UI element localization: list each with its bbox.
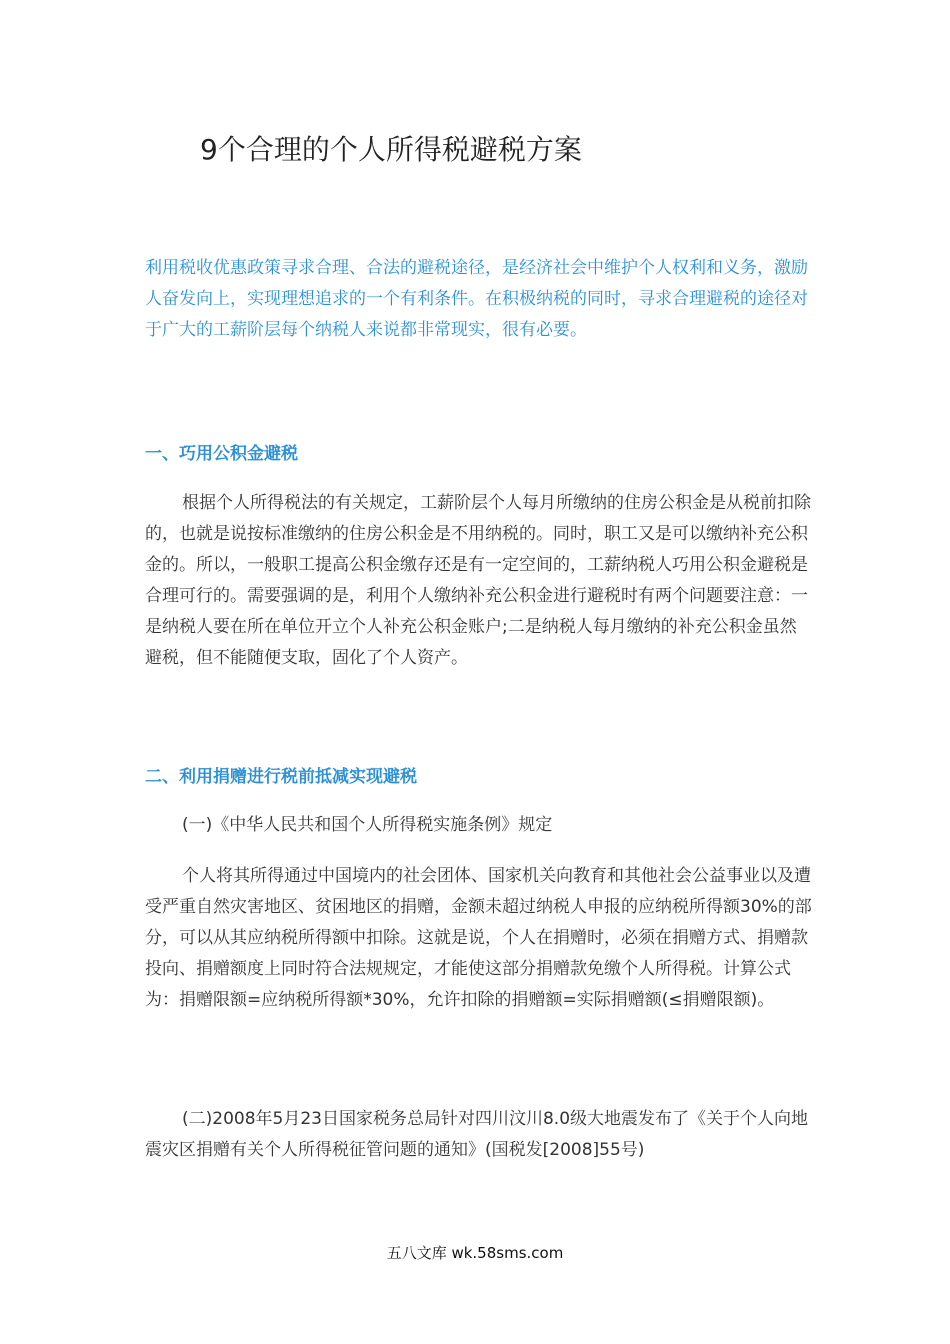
section-2-body-1: 个人将其所得通过中国境内的社会团体、国家机关向教育和其他社会公益事业以及遭受严重自然灾害地区、贫困地区的捐赠，金额未超过纳税人申报的应纳税所得额30%的部分，可以从其应纳税所得额中扣除。这就是说，个人在捐赠时，必须在捐赠方式、捐赠款投向、捐赠额度上同时符合法规规定，才能使这部分捐赠款免缴个人所得税。计算公式为：捐赠限额=应纳税所得额*30%，允许扣除的捐赠额=实际捐赠额(≤捐赠限额)。 <box>145 866 812 1010</box>
section-1-heading: 一、巧用公积金避税 <box>145 444 298 464</box>
intro-paragraph: 利用税收优惠政策寻求合理、合法的避税途径，是经济社会中维护个人权利和义务，激励人奋发向上，实现理想追求的一个有利条件。在积极纳税的同时，寻求合理避税的途径对于广大的工薪阶层每个纳税人来说都非常现实，很有必要。 <box>145 258 808 340</box>
section-2-heading: 二、利用捐赠进行税前抵减实现避税 <box>145 767 417 787</box>
section-2-body-2: (二)2008年5月23日国家税务总局针对四川汶川8.0级大地震发布了《关于个人向地震灾区捐赠有关个人所得税征管问题的通知》(国税发[2008]55号) <box>145 1109 809 1160</box>
footer-watermark: 五八文库 wk.58sms.com <box>386 1244 564 1262</box>
section-1-body: 根据个人所得税法的有关规定，工薪阶层个人每月所缴纳的住房公积金是从税前扣除的，也就是说按标准缴纳的住房公积金是不用纳税的。同时，职工又是可以缴纳补充公积金的。所以，一般职工提高公积金缴存还是有一定空间的，工薪纳税人巧用公积金避税是合理可行的。需要强调的是，利用个人缴纳补充公积金进行避税时有两个问题要注意：一是纳税人要在所在单位开立个人补充公积金账户;二是纳税人每月缴纳的补充公积金虽然避税，但不能随便支取，固化了个人资产。 <box>145 493 811 668</box>
section-2-subheading: (一)《中华人民共和国个人所得税实施条例》规定 <box>182 815 553 835</box>
document-title: 9个合理的个人所得税避税方案 <box>200 133 582 166</box>
